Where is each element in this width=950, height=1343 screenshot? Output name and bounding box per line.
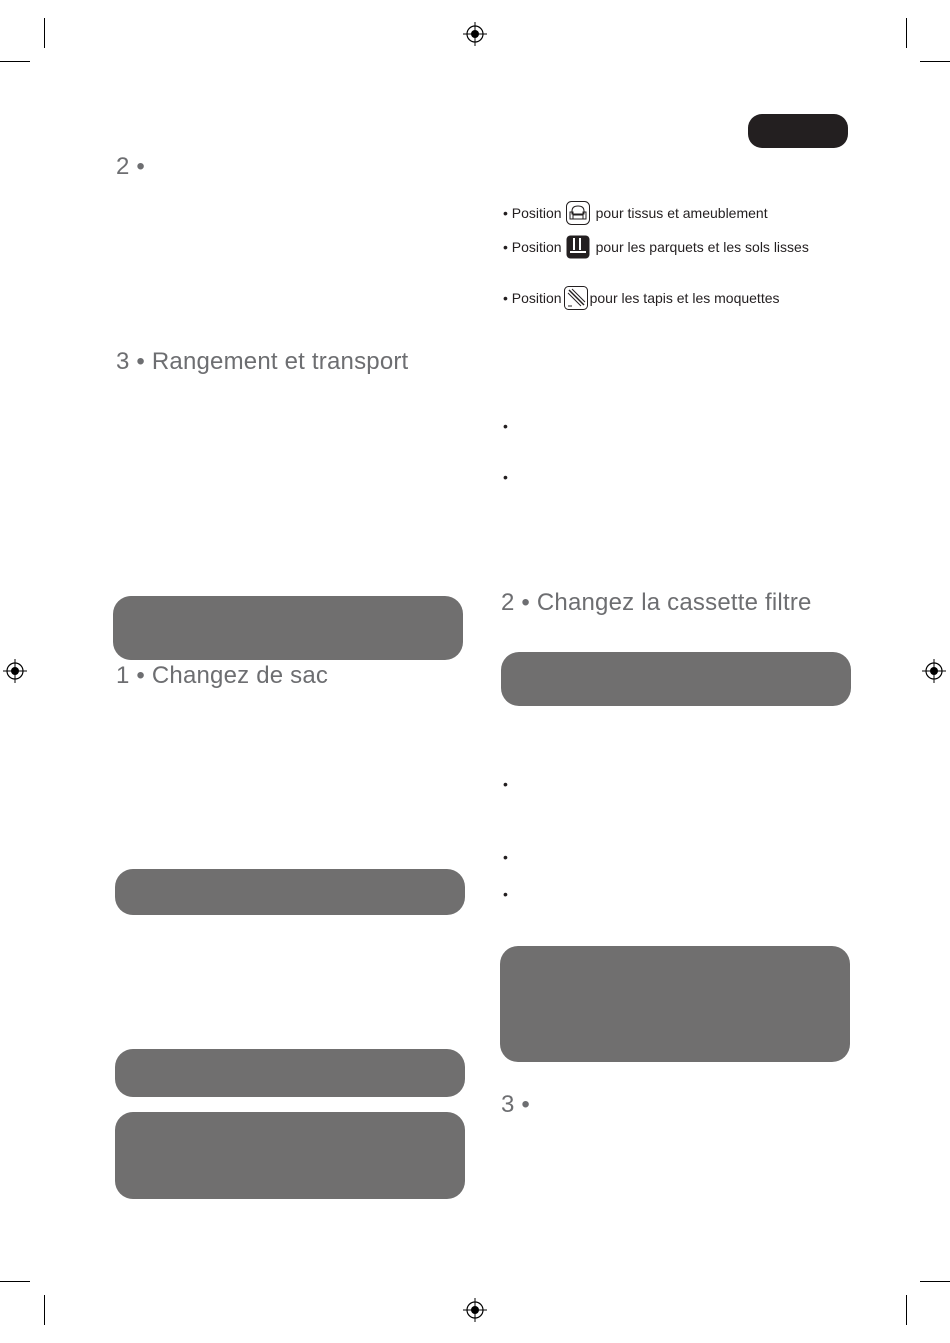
bullet-mark: • xyxy=(503,776,508,792)
maintenance-banner xyxy=(113,596,463,660)
position-prefix: • Position xyxy=(503,205,562,221)
crop-mark xyxy=(906,18,907,48)
storage-transport-heading: 3 • Rangement et transport xyxy=(116,348,409,375)
position-description: pour tissus et ameublement xyxy=(595,205,768,221)
armchair-icon xyxy=(566,201,590,225)
bullet-mark: • xyxy=(503,849,508,865)
change-filter-heading: 2 • Changez la cassette filtre xyxy=(501,589,812,616)
position-line-parquet xyxy=(503,235,809,259)
parquet-brush-icon xyxy=(566,235,590,259)
crop-mark xyxy=(920,61,950,62)
crop-mark xyxy=(0,1281,30,1282)
language-tab xyxy=(748,114,848,148)
crop-mark xyxy=(44,1295,45,1325)
warning-box xyxy=(500,946,850,1062)
info-box xyxy=(501,652,851,706)
registration-mark-icon xyxy=(922,659,946,683)
position-line-upholstery xyxy=(503,201,768,225)
registration-mark-icon xyxy=(3,659,27,683)
section-3-heading: 3 • xyxy=(501,1091,531,1118)
position-line-carpet xyxy=(503,286,780,310)
bullet-mark: • xyxy=(503,469,508,485)
section-2-heading: 2 • xyxy=(116,153,146,180)
crop-mark xyxy=(44,18,45,48)
crop-mark xyxy=(0,61,30,62)
position-prefix: • Position xyxy=(503,239,562,255)
info-box xyxy=(115,1049,465,1097)
carpet-icon xyxy=(564,286,588,310)
info-box xyxy=(115,869,465,915)
position-description: pour les parquets et les sols lisses xyxy=(595,239,809,255)
registration-mark-icon xyxy=(463,1298,487,1322)
bullet-mark: • xyxy=(503,418,508,434)
registration-mark-icon xyxy=(463,22,487,46)
position-prefix: • Position xyxy=(503,290,562,306)
position-description: pour les tapis et les moquettes xyxy=(589,290,780,306)
change-bag-heading: 1 • Changez de sac xyxy=(116,662,329,689)
bullet-mark: • xyxy=(503,886,508,902)
warning-box xyxy=(115,1112,465,1199)
crop-mark xyxy=(906,1295,907,1325)
crop-mark xyxy=(920,1281,950,1282)
